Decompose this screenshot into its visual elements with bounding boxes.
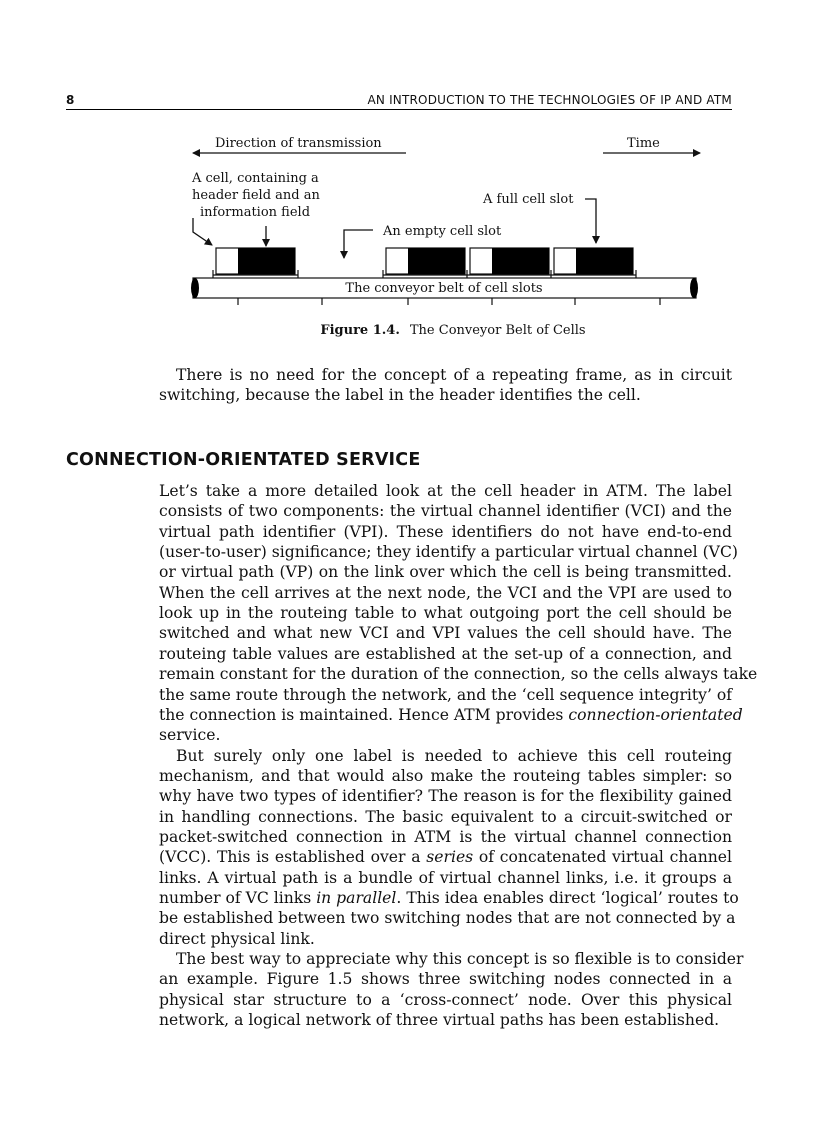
text-line — [159, 522, 732, 542]
text-segment: in handling connections. The basic equivalent to a circuit-switched or — [159, 807, 732, 826]
cell-label-line: A cell, containing a — [192, 171, 319, 186]
text-line — [176, 949, 744, 969]
text-segment: or virtual path (VP) on the link over which the cell is being transmitted. — [159, 563, 732, 582]
text-line — [159, 786, 732, 806]
text-segment: service. — [159, 726, 221, 745]
text-segment: switching, because the label in the header identifies the cell. — [159, 386, 641, 405]
empty-slot-arrow-icon — [344, 230, 373, 258]
text-line — [159, 501, 732, 521]
text-line — [159, 807, 732, 827]
text-segment: number of VC links — [159, 889, 317, 907]
text-line — [159, 562, 732, 582]
text-line — [176, 365, 732, 385]
text-segment: The best way to appreciate why this concept is so flexible is to consider — [176, 950, 744, 969]
text-segment: of concatenated virtual channel — [473, 848, 732, 867]
text-line — [159, 664, 758, 684]
text-segment: why have two types of identifier? The reason is for the flexibility gained — [159, 787, 732, 806]
text-segment: routeing table values are established at the set-up of a connection, and — [159, 644, 732, 663]
text-segment: remain constant for the duration of the connection, so the cells always take — [159, 665, 758, 684]
text-line — [159, 908, 736, 928]
belt-label: The conveyor belt of cell slots — [345, 281, 543, 296]
full-slot-arrow-icon — [585, 199, 596, 243]
text-segment: network, a logical network of three virtual paths has been established. — [159, 1011, 720, 1030]
cell — [386, 248, 465, 274]
cell-label-line: header field and an — [192, 188, 320, 203]
text-line — [159, 969, 732, 989]
text-line — [159, 481, 732, 501]
text-line — [176, 746, 732, 766]
text-line — [159, 603, 732, 623]
text-line — [159, 766, 732, 786]
caption-text: The Conveyor Belt of Cells — [409, 323, 586, 338]
text-line — [159, 623, 732, 643]
full-slot-label: A full cell slot — [483, 192, 574, 207]
text-segment: be established between two switching nodes that are not connected by a — [159, 909, 736, 928]
text-line — [159, 1010, 732, 1030]
empty-slot-label: An empty cell slot — [383, 224, 502, 239]
text-line — [159, 990, 732, 1010]
cell — [470, 248, 549, 274]
text-segment: Let’s take a more detailed look at the cell header in ATM. The label — [159, 482, 732, 500]
running-title: AN INTRODUCTION TO THE TECHNOLOGIES OF IP AND ATM — [367, 93, 732, 107]
time-label: Time — [627, 136, 660, 151]
page-number: 8 — [66, 93, 75, 107]
text-line — [159, 847, 732, 867]
text-segment: links. A virtual path is a bundle of virtual channel links, i.e. it groups a — [159, 868, 732, 887]
text-line — [159, 888, 739, 908]
text-segment: (VCC). This is established over a — [159, 848, 427, 867]
text-segment: physical star structure to a ‘cross-connect’ node. Over this physical — [159, 990, 732, 1009]
text-segment: the connection is maintained. Hence ATM provides — [159, 705, 569, 724]
emphasis-text: connection-orientated — [568, 705, 743, 724]
text-segment: consists of two components: the virtual channel identifier (VCI) and the — [159, 502, 732, 521]
text-segment: . This idea enables direct ‘logical’ routes to — [396, 889, 739, 907]
text-segment: But surely only one label is needed to achieve this cell routeing — [176, 746, 732, 765]
text-line — [159, 542, 738, 562]
text-segment: When the cell arrives at the next node, the VCI and the VPI are used to — [159, 583, 732, 602]
text-line — [159, 725, 732, 745]
belt-end-cap — [191, 278, 199, 298]
text-line — [159, 644, 732, 664]
direction-label: Direction of transmission — [215, 136, 382, 151]
text-segment: There is no need for the concept of a repeating frame, as in circuit — [176, 366, 732, 384]
section-heading: CONNECTION-ORIENTATED SERVICE — [66, 450, 421, 470]
text-line — [159, 685, 732, 705]
text-line — [159, 705, 743, 725]
conveyor-belt-figure — [0, 0, 816, 320]
text-segment: packet-switched connection in ATM is the virtual channel connection — [159, 827, 732, 846]
text-segment: an example. Figure 1.5 shows three switching nodes connected in a — [159, 970, 732, 989]
figure-caption — [0, 323, 816, 338]
cell-pointer-arrow-icon — [193, 218, 212, 245]
cell — [216, 248, 295, 274]
text-segment: switched and what new VCI and VPI values the cell should have. The — [159, 624, 732, 643]
emphasis-text: in parallel — [316, 889, 397, 907]
emphasis-text: series — [426, 848, 474, 867]
text-segment: virtual path identifier (VPI). These identifiers do not have end-to-end — [159, 522, 732, 541]
text-segment: mechanism, and that would also make the routeing tables simpler: so — [159, 766, 732, 785]
text-line — [159, 385, 732, 405]
text-line — [159, 583, 732, 603]
caption-number: Figure 1.4. — [320, 323, 400, 338]
cell — [554, 248, 633, 274]
cell-label-line: information field — [200, 205, 311, 220]
text-segment: the same route through the network, and the ‘cell sequence integrity’ of — [159, 685, 733, 704]
text-segment: look up in the routeing table to what outgoing port the cell should be — [159, 604, 732, 623]
text-segment: direct physical link. — [159, 929, 315, 948]
text-segment: (user-to-user) significance; they identify a particular virtual channel (VC) — [159, 543, 738, 562]
belt-end-cap — [690, 278, 698, 298]
text-line — [159, 929, 732, 949]
text-line — [159, 868, 732, 888]
text-line — [159, 827, 732, 847]
